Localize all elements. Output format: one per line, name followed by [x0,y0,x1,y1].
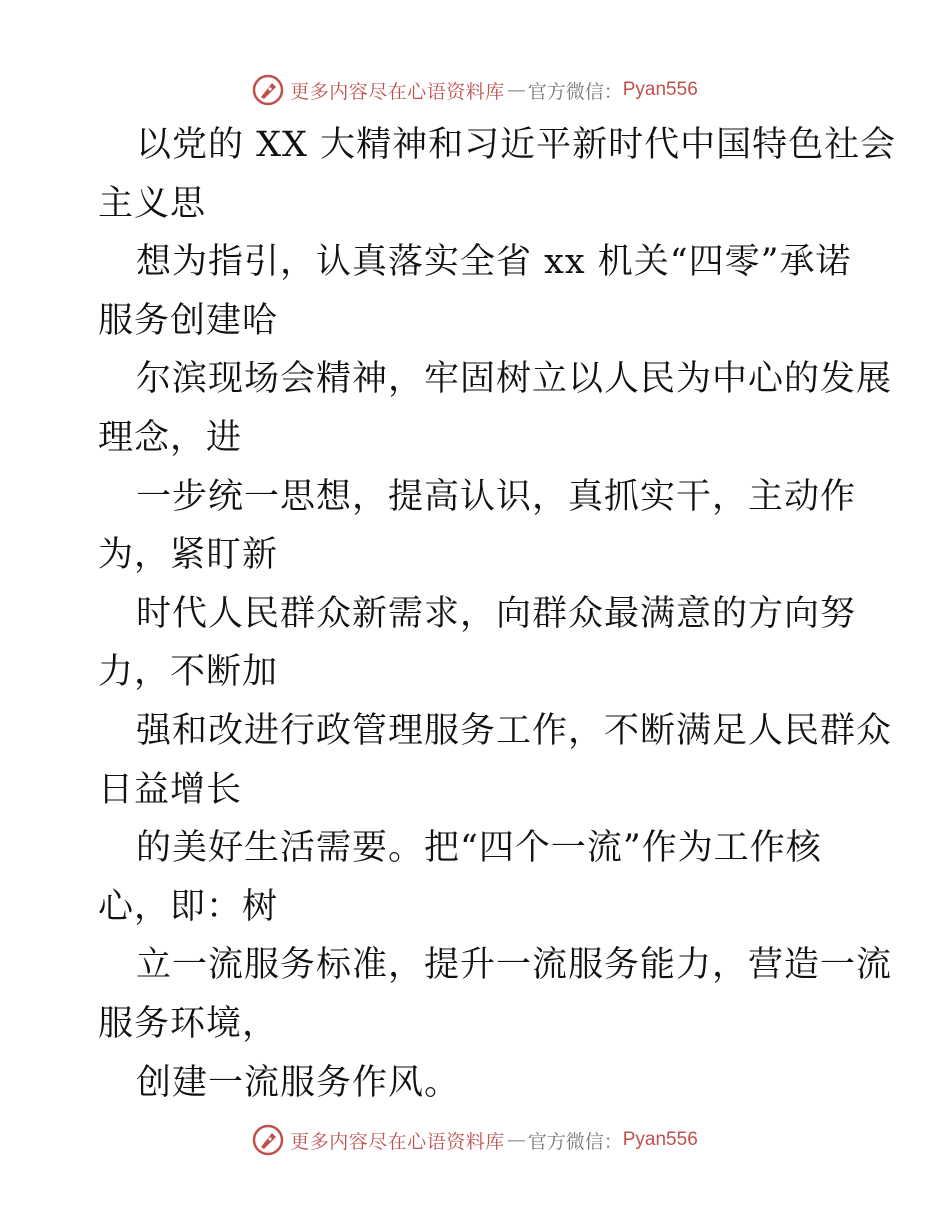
watermark-separator: — [506,1129,526,1151]
body-line: 理念，进 [98,417,243,458]
watermark-official-label: 官方微信： [527,1130,623,1153]
body-line: 立一流服务标准，提升一流服务能力，营造一流 [136,945,893,986]
document-body [98,116,897,1112]
watermark-text: 更多内容尽在心语资料库 [290,80,505,103]
watermark-text: 更多内容尽在心语资料库 [290,1130,505,1153]
pen-nib-logo-icon [252,74,284,106]
body-line: 想为指引，认真落实全省 xx 机关“四零”承诺 [136,242,852,283]
body-line: 创建一流服务作风。 [136,1062,461,1103]
body-line: 一步统一思想，提高认识，真抓实干，主动作 [136,476,857,517]
header-watermark [0,74,950,106]
body-line: 主义思 [98,183,207,224]
body-line: 尔滨现场会精神，牢固树立以人民为中心的发展 [136,359,893,400]
watermark-official-label: 官方微信： [527,80,623,103]
body-line: 服务创建哈 [98,300,279,341]
body-line: 服务环境， [98,1003,279,1044]
body-line: 日益增长 [98,769,243,810]
body-line: 时代人民群众新需求，向群众最满意的方向努 [136,593,857,634]
body-line: 为，紧盯新 [98,535,279,576]
body-line: 强和改进行政管理服务工作，不断满足人民群众 [136,710,893,751]
body-line: 以党的 XX 大精神和习近平新时代中国特色社会 [136,125,897,165]
body-line: 力，不断加 [98,652,279,693]
footer-watermark [0,1124,950,1156]
body-line: 心，即：树 [98,886,279,927]
watermark-id: Pyan556 [622,1129,698,1150]
watermark-separator: — [506,79,526,101]
body-line: 的美好生活需要。把“四个一流”作为工作核 [136,828,822,869]
watermark-id: Pyan556 [622,79,698,100]
pen-nib-logo-icon [252,1124,284,1156]
